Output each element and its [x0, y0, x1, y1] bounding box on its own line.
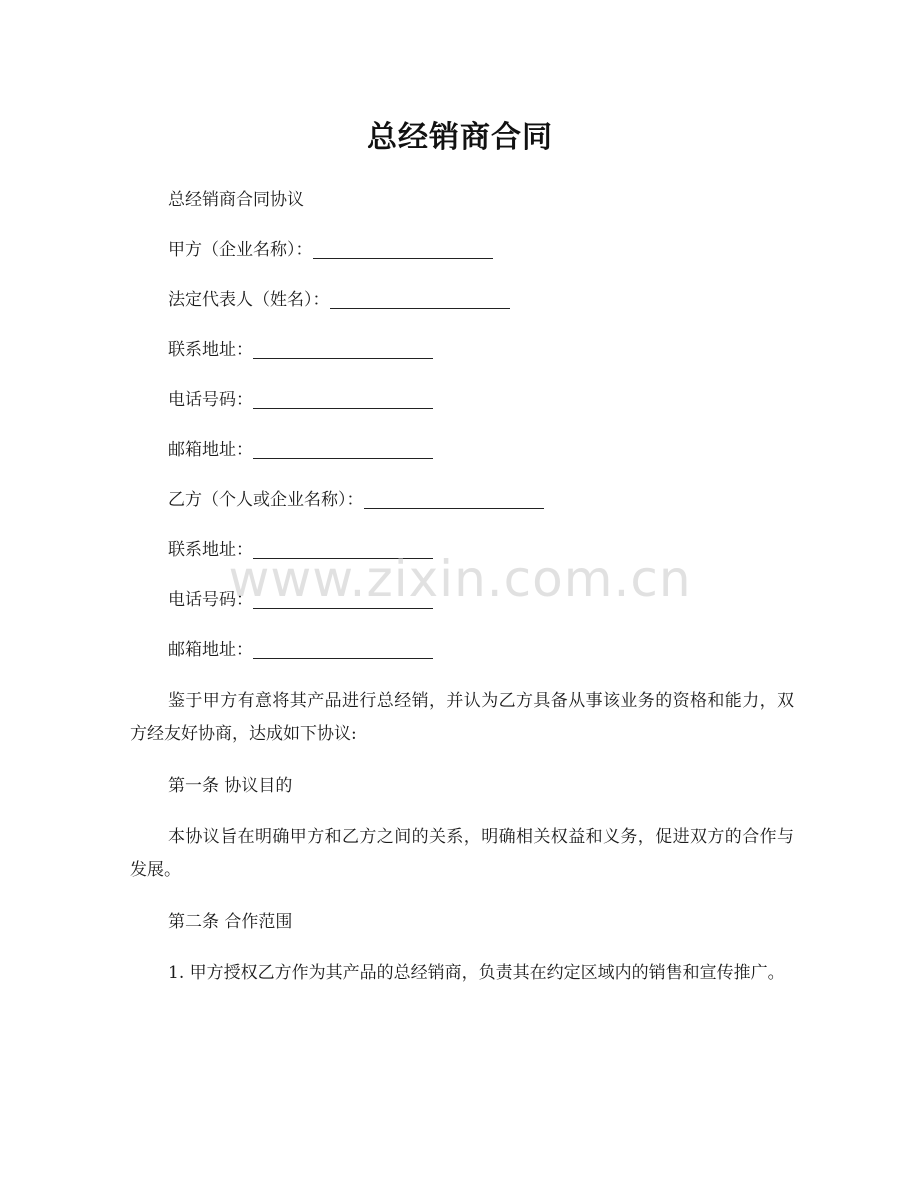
party-a-name-blank — [313, 240, 493, 259]
party-b-address-blank — [253, 540, 433, 559]
preamble-paragraph: 鉴于甲方有意将其产品进行总经销，并认为乙方具备从事该业务的资格和能力，双方经友好协商，达成如下协议: — [130, 691, 794, 744]
party-a-name-field — [168, 238, 493, 262]
party-b-name-blank — [364, 490, 544, 509]
party-b-email-label: 邮箱地址： — [168, 640, 253, 660]
party-b-phone-field — [168, 588, 433, 612]
party-b-phone-blank — [253, 590, 433, 609]
party-a-phone-field — [168, 388, 433, 412]
party-a-address-label: 联系地址： — [168, 340, 253, 360]
article-2-title: 第二条 合作范围 — [168, 912, 293, 932]
party-b-email-field — [168, 638, 433, 662]
party-a-rep-field — [168, 288, 510, 312]
watermark: www.zixin.com.cn — [228, 550, 692, 608]
party-a-email-label: 邮箱地址： — [168, 440, 253, 460]
article-2-item-1: 1. 甲方授权乙方作为其产品的总经销商，负责其在约定区域内的销售和宣传推广。 — [168, 963, 785, 983]
party-b-phone-label: 电话号码： — [168, 590, 253, 610]
party-b-address-label: 联系地址： — [168, 540, 253, 560]
party-b-name-field — [168, 488, 544, 512]
party-a-phone-label: 电话号码： — [168, 390, 253, 410]
party-a-rep-blank — [330, 290, 510, 309]
party-a-email-field — [168, 438, 433, 462]
party-b-address-field — [168, 538, 433, 562]
document-title: 总经销商合同 — [367, 120, 553, 155]
party-a-rep-label: 法定代表人（姓名）： — [168, 290, 330, 310]
party-a-email-blank — [253, 440, 433, 459]
document-subtitle: 总经销商合同协议 — [168, 190, 304, 210]
party-a-address-blank — [253, 340, 433, 359]
party-b-name-label: 乙方（个人或企业名称）： — [168, 490, 364, 510]
party-a-name-label: 甲方（企业名称）： — [168, 240, 313, 260]
party-a-address-field — [168, 338, 433, 362]
article-1-body: 本协议旨在明确甲方和乙方之间的关系，明确相关权益和义务，促进双方的合作与发展。 — [130, 827, 794, 880]
party-b-email-blank — [253, 640, 433, 659]
article-1-title: 第一条 协议目的 — [168, 776, 293, 796]
party-a-phone-blank — [253, 390, 433, 409]
